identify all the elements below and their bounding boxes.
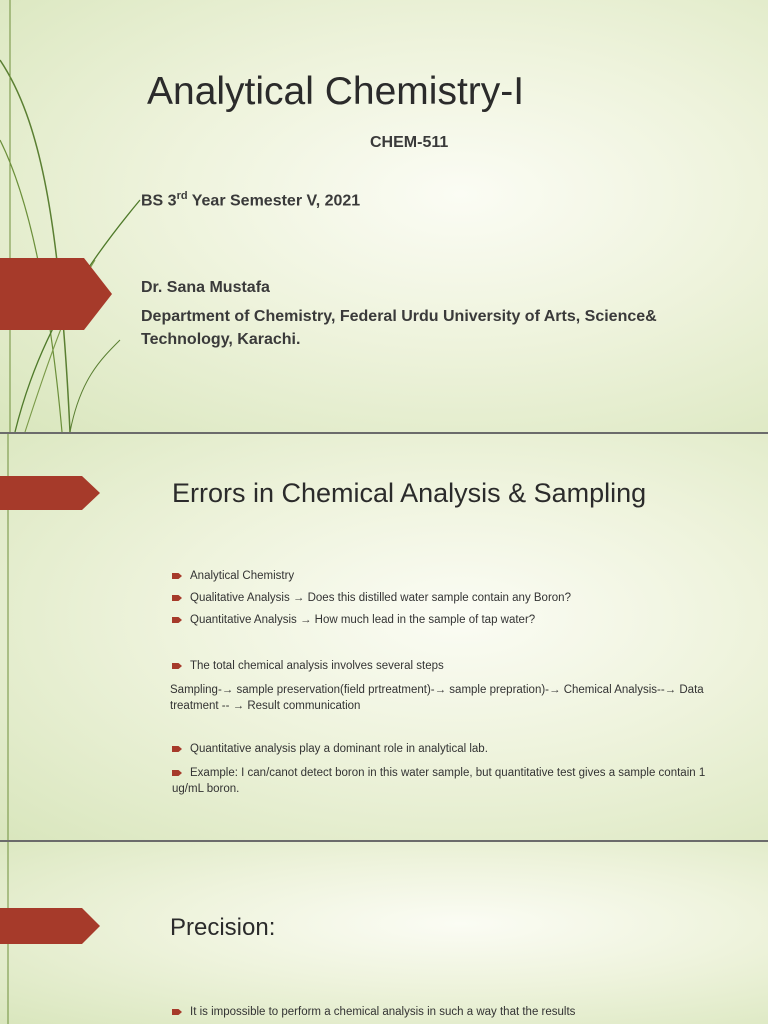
bullet-item: Analytical Chemistry bbox=[172, 570, 294, 582]
bullet-arrow-icon bbox=[172, 770, 182, 776]
bullet-arrow-icon bbox=[172, 1009, 182, 1015]
bullet-item: Example: I can/canot detect boron in this water sample, but quantitative test gives a sample contain 1 ug/mL boron. bbox=[172, 767, 706, 795]
accent-arrow bbox=[0, 908, 100, 944]
bullet-item: Quantitative Analysis → How much lead in the sample of tap water? bbox=[172, 614, 535, 626]
slide-title-text: Analytical Chemistry-I bbox=[147, 70, 525, 113]
slide-title-text: Errors in Chemical Analysis & Sampling bbox=[172, 478, 647, 508]
slide-precision bbox=[0, 842, 768, 1024]
decorative-lines bbox=[0, 842, 768, 1024]
decorative-lines bbox=[0, 0, 768, 432]
bullet-arrow-icon bbox=[172, 663, 182, 669]
year-semester: BS 3rd Year Semester V, 2021 bbox=[141, 190, 361, 210]
bullet-item: Qualitative Analysis → Does this distilled water sample contain any Boron? bbox=[172, 592, 571, 604]
bullet-arrow-icon bbox=[172, 595, 182, 601]
bullet-arrow-icon bbox=[172, 617, 182, 623]
course-code: CHEM-511 bbox=[370, 134, 449, 151]
bullet-item: The total chemical analysis involves several steps bbox=[172, 660, 444, 672]
slide-title bbox=[0, 0, 768, 432]
slide-title-text: Precision: bbox=[170, 914, 276, 941]
steps-paragraph: Sampling-→ sample preservation(field prtreatment)-→ sample prepration)-→ Chemical Analysis--→ Data treatment -- → Result communication bbox=[170, 684, 704, 712]
department: Department of Chemistry, Federal Urdu University of Arts, Science& Technology, Karachi. bbox=[141, 308, 657, 348]
slide-errors bbox=[0, 434, 768, 840]
bullet-item: Quantitative analysis play a dominant role in analytical lab. bbox=[172, 743, 488, 755]
accent-arrow bbox=[0, 258, 112, 330]
bullet-arrow-icon bbox=[172, 573, 182, 579]
bullet-item: It is impossible to perform a chemical analysis in such a way that the results bbox=[172, 1006, 575, 1018]
bullet-arrow-icon bbox=[172, 746, 182, 752]
author-name: Dr. Sana Mustafa bbox=[141, 279, 270, 296]
accent-arrow bbox=[0, 476, 100, 510]
